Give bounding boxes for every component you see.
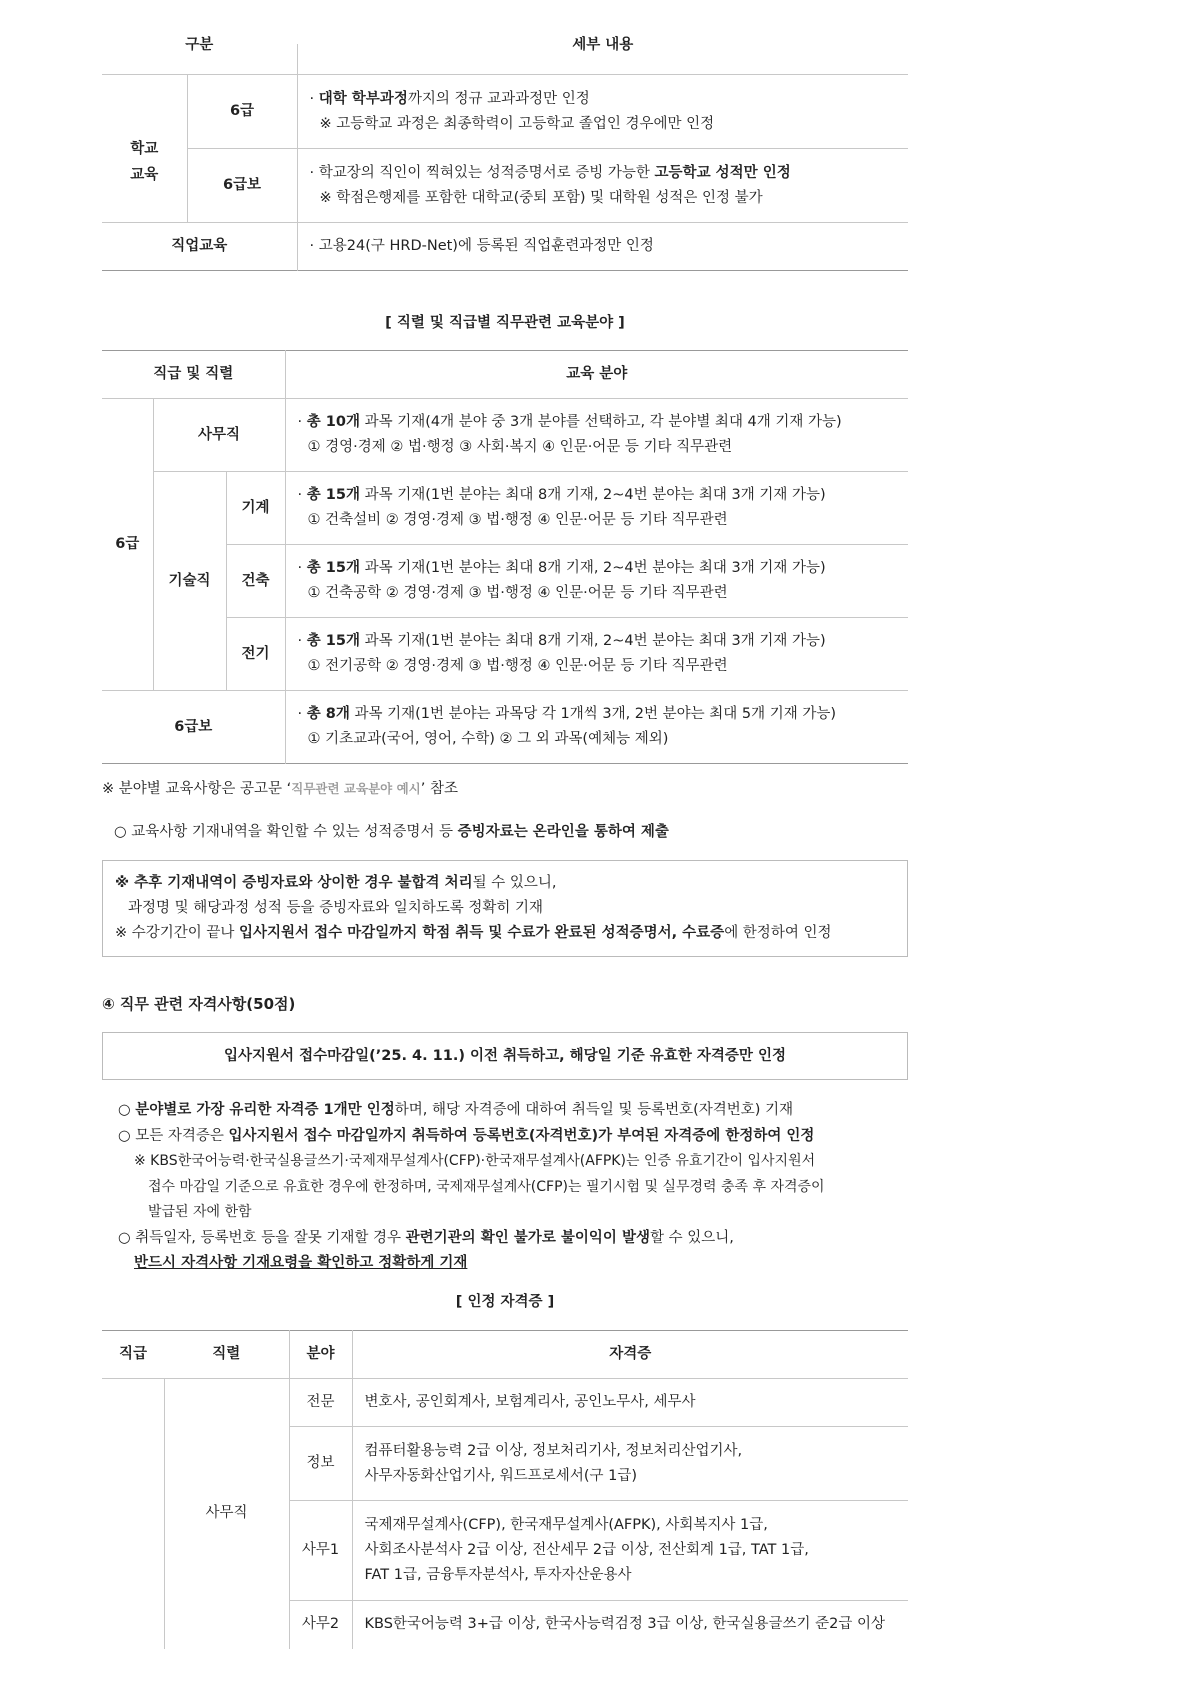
school-education-label: 학교 교육: [130, 140, 159, 183]
elec-rule-2: ① 전기공학 ② 경영·경제 ③ 법·행정 ④ 인문·어문 등 기타 직무관련: [307, 658, 728, 674]
table3-header-field: 분야: [306, 1346, 335, 1362]
education-criteria-table: [102, 37, 908, 271]
cert-row-3-line-1: 국제재무설계사(CFP), 한국재무설계사(AFPK), 사회복지사 1급,: [364, 1517, 768, 1533]
cert-office-label: 사무직: [205, 1505, 248, 1522]
section4-heading: ④ 직무 관련 자격사항(50점): [102, 995, 296, 1013]
grade-cell-empty: [102, 1379, 164, 1649]
arch-rule-1: · 총 15개 과목 기재(1번 분야는 최대 8개 기재, 2~4번 분야는 최대 3개 기재 가능): [297, 560, 826, 576]
bullet-3-line-1: ※ KBS한국어능력·한국실용글쓰기·국제재무설계사(CFP)·한국재무설계사(AFPK)는 인증 유효기간이 입사지원서: [134, 1153, 816, 1169]
grade6-rule-1: · 대학 학부과정까지의 정규 교과과정만 인정: [309, 90, 590, 107]
education-field-table: [102, 350, 908, 764]
table3-title: [ 인정 자격증 ]: [455, 1294, 555, 1310]
cert-row-4-line-1: KBS한국어능력 3+급 이상, 한국사능력검정 3급 이상, 한국실용글쓰기 준2급 이상: [364, 1616, 886, 1633]
section4-banner: 입사지원서 접수마감일(’25. 4. 11.) 이전 취득하고, 해당일 기준 유효한 자격증만 인정: [102, 1032, 908, 1080]
bullet-1: ○ 분야별로 가장 유리한 자격증 1개만 인정하며, 해당 자격증에 대하여 취득일 및 등록번호(자격번호) 기재: [118, 1102, 794, 1118]
office-job-label: 사무직: [197, 426, 241, 443]
warning-line-2: 과정명 및 해당과정 성적 등을 증빙자료와 일치하도록 정확히 기재: [128, 900, 544, 916]
table3-header-job: 직렬: [212, 1346, 241, 1362]
table1-header-category: 구분: [185, 37, 214, 53]
cert-row-1-line-1: 변호사, 공인회계사, 보험계리사, 공인노무사, 세무사: [364, 1394, 696, 1410]
cert-row-2-line-1: 컴퓨터활용능력 2급 이상, 정보처리기사, 정보처리산업기사,: [364, 1442, 743, 1459]
g6b-rule-2: ① 기초교과(국어, 영어, 수학) ② 그 외 과목(예체능 제외): [307, 731, 669, 747]
warning-line-1: ※ 추후 기재내역이 증빙자료와 상이한 경우 불합격 처리될 수 있으니,: [115, 875, 557, 891]
cert-row-2-line-2: 사무자동화산업기사, 워드프로세서(구 1급): [364, 1467, 637, 1484]
tech-job-label: 기술직: [168, 572, 211, 589]
cert-field-2: 정보: [306, 1455, 335, 1471]
arch-label: 건축: [241, 572, 270, 589]
bullet-2: ○ 모든 자격증은 입사지원서 접수 마감일까지 취득하여 등록번호(자격번호)가 부여된 자격증에 한정하여 인정: [118, 1127, 815, 1144]
grade6b-rule-2: ※ 학점은행제를 포함한 대학교(중퇴 포함) 및 대학원 성적은 인정 불가: [319, 189, 763, 206]
grade6b-row-label: 6급보: [174, 718, 213, 735]
arch-rule-2: ① 건축공학 ② 경영·경제 ③ 법·행정 ④ 인문·어문 등 기타 직무관련: [307, 585, 728, 601]
table2-header-field: 교육 분야: [566, 366, 628, 382]
cert-field-4: 사무2: [301, 1616, 340, 1633]
warning-line-3: ※ 수강기간이 끝나 입사지원서 접수 마감일까지 학점 취득 및 수료가 완료된 성적증명서, 수료증에 한정하여 인정: [115, 925, 832, 941]
grade6-label: 6급: [229, 103, 255, 119]
bullet-5: 반드시 자격사항 기재요령을 확인하고 정확하게 기재: [134, 1255, 468, 1271]
grade6-row-label: 6급: [115, 536, 140, 552]
grade6-rule-2: ※ 고등학교 과정은 최종학력이 고등학교 졸업인 경우에만 인정: [319, 115, 715, 132]
reference-note: ※ 분야별 교육사항은 공고문 ‘직무관련 교육분야 예시’ 참조: [102, 781, 458, 797]
elec-rule-1: · 총 15개 과목 기재(1번 분야는 최대 8개 기재, 2~4번 분야는 최대 3개 기재 가능): [297, 633, 826, 649]
grade6b-rule-1: · 학교장의 직인이 찍혀있는 성적증명서로 증빙 가능한 고등학교 성적만 인정: [309, 164, 791, 181]
table1-header-detail: 세부 내용: [572, 37, 634, 53]
warning-box: [102, 860, 908, 957]
cert-field-3: 사무1: [301, 1542, 340, 1558]
grade6b-label: 6급보: [222, 177, 262, 193]
mech-rule-1: · 총 15개 과목 기재(1번 분야는 최대 8개 기재, 2~4번 분야는 최대 3개 기재 가능): [297, 487, 826, 503]
vocational-education-label: 직업교육: [171, 238, 228, 254]
cert-field-1: 전문: [306, 1394, 335, 1410]
elec-label: 전기: [241, 645, 270, 662]
mech-label: 기계: [241, 499, 270, 516]
table3-header-grade: 직급: [118, 1346, 147, 1362]
reference-muted-text: 직무관련 교육분야 예시: [291, 781, 421, 796]
mech-rule-2: ① 건축설비 ② 경영·경제 ③ 법·행정 ④ 인문·어문 등 기타 직무관련: [307, 512, 728, 528]
cert-row-3-line-3: FAT 1급, 금융투자분석사, 투자자산운용사: [364, 1567, 632, 1583]
cert-row-3-line-2: 사회조사분석사 2급 이상, 전산세무 2급 이상, 전산회계 1급, TAT 1급,: [364, 1542, 809, 1558]
bullet-3-line-2: 접수 마감일 기준으로 유효한 경우에 한정하며, 국제재무설계사(CFP)는 필기시험 및 실무경력 충족 후 자격증이: [148, 1178, 825, 1195]
office-rule-1: · 총 10개 과목 기재(4개 분야 중 3개 분야를 선택하고, 각 분야별 최대 4개 기재 가능): [297, 414, 842, 430]
vocational-rule: · 고용24(구 HRD-Net)에 등록된 직업훈련과정만 인정: [309, 238, 654, 254]
certificate-table: [102, 1330, 908, 1649]
submission-note: ○ 교육사항 기재내역을 확인할 수 있는 성적증명서 등 증빙자료는 온라인을 통하여 제출: [114, 824, 669, 840]
table3-header-cert: 자격증: [609, 1346, 652, 1362]
g6b-rule-1: · 총 8개 과목 기재(1번 분야는 과목당 각 1개씩 3개, 2번 분야는 최대 5개 기재 가능): [297, 706, 837, 722]
table2-header-grade: 직급 및 직렬: [153, 366, 234, 382]
bullet-4: ○ 취득일자, 등록번호 등을 잘못 기재할 경우 관련기관의 확인 불가로 불이익이 발생할 수 있으니,: [118, 1229, 734, 1246]
office-rule-2: ① 경영·경제 ② 법·행정 ③ 사회·복지 ④ 인문·어문 등 기타 직무관련: [307, 439, 733, 455]
section4-bullets: [118, 1098, 908, 1277]
bullet-3-line-3: 발급된 자에 한함: [148, 1204, 252, 1220]
table2-title: [ 직렬 및 직급별 직무관련 교육분야 ]: [385, 315, 625, 331]
